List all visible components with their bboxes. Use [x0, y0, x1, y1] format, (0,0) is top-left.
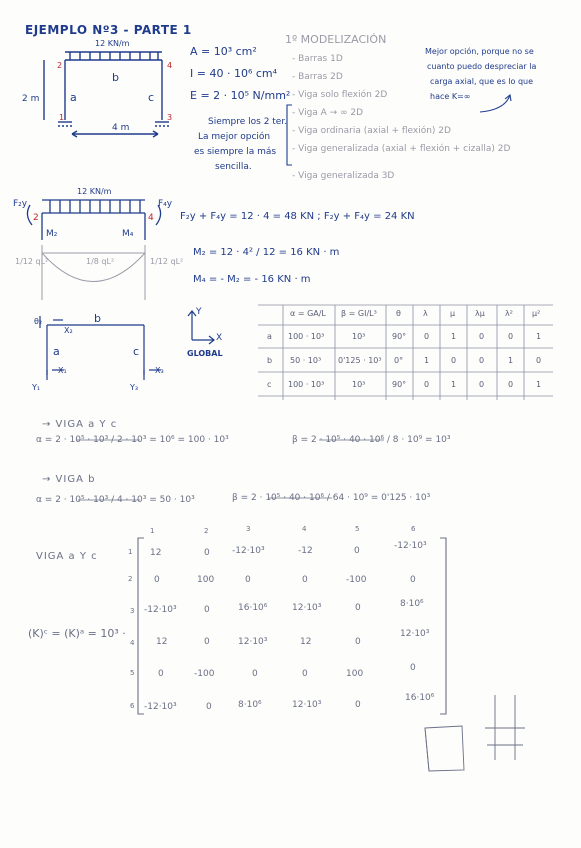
viga-b-beta: β = 2 · 10⁵ · 40 · 10⁶ / 64 · 10⁹ = 0'125 · 10³ [232, 493, 431, 503]
reaction-f2y: F₂y [13, 199, 28, 209]
matrix-cell: 16·10⁶ [405, 693, 435, 703]
matrix-col-index: 3 [246, 525, 251, 533]
matrix-cell: 12 [150, 548, 162, 558]
matrix-cell: -12·10³ [394, 541, 427, 551]
moment-m2: M₂ [46, 229, 58, 239]
matrix-cell: 0 [354, 546, 360, 556]
matrix-cell: 0 [410, 663, 416, 673]
model-item: - Viga solo flexión 2D [292, 90, 388, 100]
modelizacion-title: 1º MODELIZACIÓN [285, 33, 387, 46]
matrix-row-index: 6 [130, 702, 135, 710]
table-header: λ [423, 309, 428, 318]
table-cell: 1 [451, 380, 457, 389]
dof-label: Y₃ [130, 383, 139, 392]
matrix-cell: -12·10³ [232, 546, 265, 556]
member-label: a [53, 345, 60, 358]
table-cell: 1 [508, 356, 514, 365]
matrix-row-index: 3 [130, 607, 135, 615]
model-item: - Viga A → ∞ 2D [292, 108, 364, 118]
moment-diagram-mid: 1/8 qL² [86, 257, 115, 266]
matrix-cell: -100 [194, 669, 215, 679]
table-cell: 100 · 10³ [288, 380, 325, 389]
table-header: α = GA/L [290, 309, 326, 318]
matrix-label: VIGA a Y c [36, 551, 98, 562]
note-left-line: es siempre la más [194, 147, 277, 157]
matrix-row-index: 5 [130, 669, 135, 677]
matrix-col-index: 4 [302, 525, 307, 533]
matrix-cell: 0 [355, 603, 361, 613]
height-dimension: 2 m [22, 94, 40, 104]
note-right-line: carga axial, que es lo que [430, 77, 534, 86]
node-label: 3 [167, 113, 173, 122]
table-header: λμ [475, 309, 485, 318]
table-cell: 90° [392, 380, 407, 389]
model-item: - Viga ordinaria (axial + flexión) 2D [292, 126, 451, 136]
matrix-cell: -12 [298, 546, 313, 556]
table-cell: 0'125 · 10³ [338, 356, 382, 365]
matrix-cell: 0 [204, 605, 210, 615]
load-label: 12 KN/m [77, 187, 112, 196]
equation-m4: M₄ = - M₂ = - 16 KN · m [193, 274, 311, 285]
matrix-cell: 12 [156, 637, 168, 647]
node-label: 2 [33, 213, 39, 223]
matrix-row-index: 2 [128, 575, 133, 583]
moment-diagram-right: 1/12 qL² [150, 257, 184, 266]
matrix-cell: 12·10³ [292, 700, 322, 710]
matrix-cell: -12·10³ [144, 605, 177, 615]
member-label: b [94, 312, 101, 325]
prop-area: A = 10³ cm² [190, 45, 257, 58]
viga-b-title: → VIGA b [42, 474, 96, 485]
table-cell: 0 [508, 380, 514, 389]
node-label: 4 [167, 61, 173, 70]
matrix-cell: 0 [158, 669, 164, 679]
member-label: a [70, 91, 77, 104]
table-header: μ² [532, 309, 541, 318]
matrix-cell: 12·10³ [238, 637, 268, 647]
page-title: EJEMPLO Nº3 - PARTE 1 [25, 23, 192, 37]
matrix-cell: 0 [206, 702, 212, 712]
model-item: - Viga generalizada 3D [292, 171, 395, 181]
matrix-cell: 12·10³ [292, 603, 322, 613]
dof-label: θ₂ [34, 317, 43, 326]
matrix-cell: 0 [355, 700, 361, 710]
table-cell: 0 [479, 380, 485, 389]
moment-m4: M₄ [122, 229, 134, 239]
table-cell: 90° [392, 332, 407, 341]
span-dimension: 4 m [112, 123, 130, 133]
table-header: μ [450, 309, 456, 318]
viga-ac-title: → VIGA a Y c [42, 419, 118, 430]
table-cell: 100 · 10³ [288, 332, 325, 341]
matrix-cell: 0 [154, 575, 160, 585]
matrix-cell: 16·10⁶ [238, 603, 268, 613]
member-label: b [112, 71, 119, 84]
load-label: 12 KN/m [95, 39, 130, 48]
matrix-lhs: (K)ᶜ = (K)ᵃ = 10³ · [28, 627, 126, 640]
viga-ac-alpha: α = 2 · 10⁵ · 10³ / 2 · 10³ = 10⁶ = 100 · 10³ [36, 435, 229, 445]
prop-inertia: I = 40 · 10⁶ cm⁴ [190, 67, 278, 80]
table-cell: 1 [536, 332, 542, 341]
axis-x-label: X [216, 333, 223, 343]
table-cell: 0 [424, 380, 430, 389]
matrix-cell: 0 [355, 637, 361, 647]
table-cell: 10³ [352, 332, 366, 341]
note-right-line: Mejor opción, porque no se [425, 47, 534, 56]
node-label: 2 [57, 61, 63, 70]
viga-ac-beta: β = 2 · 10⁵ · 40 · 10⁶ / 8 · 10⁹ = 10³ [292, 435, 451, 445]
matrix-row-index: 1 [128, 548, 133, 556]
table-header: λ² [505, 309, 513, 318]
table-cell: 1 [536, 380, 542, 389]
matrix-cell: 0 [302, 669, 308, 679]
note-right-line: cuanto puedo despreciar la [427, 62, 537, 71]
table-cell: 1 [424, 356, 430, 365]
table-header: θ [396, 309, 401, 318]
node-label: 1 [59, 113, 65, 122]
viga-b-alpha: α = 2 · 10⁵ · 10³ / 4 · 10³ = 50 · 10³ [36, 495, 195, 505]
equation-reactions: F₂y + F₄y = 12 · 4 = 48 KN ; F₂y + F₄y = 24 KN [180, 211, 415, 222]
table-cell: 0 [479, 356, 485, 365]
matrix-cell: 0 [252, 669, 258, 679]
global-label: GLOBAL [187, 349, 223, 358]
model-item: - Barras 2D [292, 72, 343, 82]
matrix-cell: 12 [300, 637, 312, 647]
prop-modulus: E = 2 · 10⁵ N/mm² [190, 89, 291, 102]
dof-label: Y₁ [32, 383, 41, 392]
node-label: 4 [148, 213, 154, 223]
table-cell: 10³ [352, 380, 366, 389]
note-right-line: hace K=∞ [430, 92, 471, 101]
table-cell: 0 [451, 356, 457, 365]
moment-diagram-left: 1/12 qL² [15, 257, 49, 266]
table-cell: 50 · 10³ [290, 356, 322, 365]
matrix-cell: -12·10³ [144, 702, 177, 712]
table-cell: 0 [508, 332, 514, 341]
equation-m2: M₂ = 12 · 4² / 12 = 16 KN · m [193, 247, 340, 258]
axis-y-label: Y [196, 307, 202, 317]
table-cell: 0 [536, 356, 542, 365]
table-cell: 0 [424, 332, 430, 341]
member-label: c [148, 91, 155, 104]
model-item: - Viga generalizada (axial + flexión + cizalla) 2D [292, 144, 511, 154]
matrix-cell: 12·10³ [400, 629, 430, 639]
matrix-cell: 0 [302, 575, 308, 585]
table-cell: 0° [394, 356, 404, 365]
note-left-line: sencilla. [215, 162, 252, 172]
dof-label: X₁ [58, 366, 67, 375]
member-label: c [133, 345, 140, 358]
matrix-cell: 100 [197, 575, 215, 585]
dof-label: X₂ [64, 326, 73, 335]
matrix-col-index: 1 [150, 527, 155, 535]
matrix-col-index: 5 [355, 525, 360, 533]
table-cell: c [267, 380, 272, 389]
matrix-cell: 0 [204, 637, 210, 647]
table-cell: 0 [479, 332, 485, 341]
matrix-row-index: 4 [130, 639, 135, 647]
model-item: - Barras 1D [292, 54, 343, 64]
matrix-cell: -100 [346, 575, 367, 585]
matrix-cell: 8·10⁶ [400, 599, 424, 609]
matrix-cell: 100 [346, 669, 364, 679]
table-cell: a [267, 332, 272, 341]
table-cell: b [267, 356, 273, 365]
matrix-cell: 0 [204, 548, 210, 558]
reaction-f4y: F₄y [158, 199, 173, 209]
note-left-line: Siempre los 2 ter. [208, 117, 288, 127]
note-left-line: La mejor opción [198, 132, 271, 142]
dof-label: X₃ [155, 366, 164, 375]
matrix-col-index: 6 [411, 525, 416, 533]
table-cell: 1 [451, 332, 457, 341]
matrix-cell: 8·10⁶ [238, 700, 262, 710]
matrix-cell: 0 [410, 575, 416, 585]
table-header: β = GI/L³ [341, 309, 377, 318]
matrix-col-index: 2 [204, 527, 209, 535]
matrix-cell: 0 [245, 575, 251, 585]
